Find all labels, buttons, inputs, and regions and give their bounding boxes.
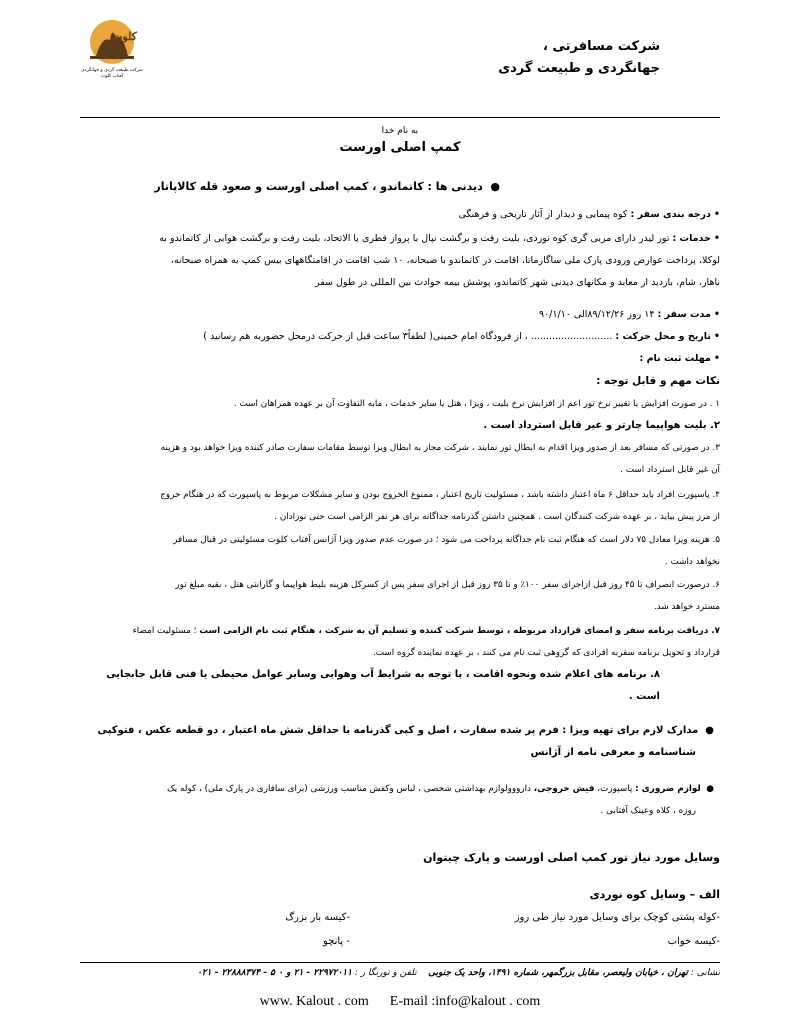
essentials-line2: روزه ، کلاه وعینک آفتابی . (600, 806, 696, 816)
essentials-bold: فیش خروجی، (533, 784, 595, 794)
equipment-item: - پانچو (322, 936, 350, 947)
note-3-line2: آن غیر قابل استرداد است . (620, 465, 720, 475)
services-line3: ناهار، شام، بازدید از معابد و مکانهای دیدنی شهر کاتماندو، پوشش بیمه حوادث بین المللی در طول سفر (314, 277, 720, 288)
note-7-line1 (80, 620, 720, 642)
registration-label: مهلت ثبت نام : (639, 353, 711, 364)
note-6-line1: ۶. درصورت انصراف تا ۴۵ روز قبل ازاجرای سفر ۱۰۰٪ و تا ۳۵ روز قبل از اجرای سفر پس از کسرکل هزینه بلیط هواپیما و گارانتی هتل ، بقیه مبلغ تور (175, 580, 720, 590)
essentials-line1: ● لوازم ضروری : پاسپورت، فیش خروجی، دارووولوازم بهداشتی شخصی ، لباس وکفش مناسب ورزشی (برای سافاری در پارک ملی) ، کوله یک (166, 784, 714, 794)
notes-title: نکات مهم و قابل توجه : (596, 375, 720, 387)
company-logo (82, 16, 142, 88)
note-6-line2: مسترد خواهد شد. (653, 602, 720, 612)
difficulty-label: درجه بندی سفر : (630, 209, 711, 220)
note-8: ۸. برنامه های اعلام شده ونحوه اقامت ، با توجه به شرایط آب وهوایی وسایر عوامل محیطی یا فنی قابل جابجایی است . (106, 669, 660, 702)
services-line1: • خدمات : تور لیدر دارای مربی گری کوه نوردی، بلیت رفت و برگشت نپال با پرواز قطری یا الاتحاد، بلیت رفت و برگشت هوایی از کاتماندو به (159, 233, 720, 244)
company-name (498, 36, 660, 80)
equipment-subtitle: الف – وسایل کوه نوردی (589, 888, 720, 901)
departure-value: ........................... ، از فرودگاه امام خمینی( لطفاً۳ ساعت قبل از حرکت درمحل حضوربه هم رسانید ) (203, 331, 613, 342)
note-2: ۲. بلیت هواپیما چارتر و غیر قابل استرداد است . (483, 420, 720, 431)
difficulty-line: • درجه بندی سفر : کوه پیمایی و دیدار از آثار تاریخی و فرهنگی (458, 209, 720, 220)
note-7-line2: قرارداد و تحویل برنامه سفربه افرادی که گروهی ثبت نام می کنند ، بر عهده نماینده گروه است. (372, 648, 720, 658)
header-divider (80, 117, 720, 118)
services-text1: تور لیدر دارای مربی گری کوه نوردی، بلیت رفت و برگشت نپال با پرواز قطری یا الاتحاد، بلیت رفت و برگشت هوایی از کاتماندو به (159, 233, 670, 244)
basmala: به نام خدا (381, 126, 419, 136)
footer-address (80, 968, 720, 978)
equipment-row-1 (80, 912, 720, 932)
note-7 (80, 620, 720, 664)
essentials-label: لوازم ضروری : (635, 784, 701, 794)
docs-line1: ● مدارک لازم برای تهیه ویزا : فرم پر شده سفارت ، اصل و کپی گذرنامه با حداقل شش ماه اعتبار ، دو قطعه عکس ، فتوکپی (97, 725, 714, 736)
note-3-line1: ۳. در صورتی که مسافر بعد از صدور ویزا اقدام به ابطال تور نمایند ، شرکت مجاز به ابطال ویزا توسط مقامات سفارت صادر کننده ویزا خواهد بود و هزینه (160, 443, 720, 453)
note-4-line1: ۴. پاسپورت افراد باید حداقل ۶ ماه اعتبار داشته باشد ، مسئولیت تاریخ اعتبار ، ممنوع الخروج بودن و سایر مشکلات مربوط به پاسپورت که در هنگام خروج (160, 490, 720, 500)
bullet-icon: ● (482, 180, 500, 193)
note-7-bold: ۷. دریافت برنامه سفر و امضای قرارداد مربوطه ، توسط شرکت کننده و تسلیم آن به شرکت ، هنگام ثبت نام الزامی است (199, 626, 720, 636)
footer-divider (80, 962, 720, 963)
departure-label: تاریخ و محل حرکت : (615, 331, 711, 342)
note-5-line1: ۵. هزینه ویزا معادل ۷۵ دلار است که هنگام ثبت نام جداگانه پرداخت می شود ؛ در صورت عدم صدور ویزا آژانس آفتاب کلوت مسئولیتی در قبال مسافر (173, 535, 720, 545)
note-5-line2: نخواهد داشت . (664, 557, 720, 567)
equipment-item: -کیسه خواب (667, 936, 720, 947)
footer-web (0, 994, 800, 1010)
email-link[interactable]: E-mail :info@kalout . com (389, 994, 541, 1009)
note-4 (80, 484, 720, 528)
address-label: نشانی : (690, 968, 720, 978)
note-5 (80, 529, 720, 573)
duration-label: مدت سفر : (657, 309, 711, 320)
phone-value: ۲۲۹۷۲۰۱۱ - ۲۱ و ۰ ۵ - ۲۲۸۸۸۳۷۴ - ۰۲۱ (196, 968, 352, 978)
services-block (80, 228, 720, 294)
note-6 (80, 574, 720, 618)
phone-label: تلفن و نورنگا ر : (354, 968, 417, 978)
company-line1: شرکت مسافرتی ، (543, 39, 660, 54)
address-value: تهران ، خیابان ولیعصر، مقابل بزرگمهر، شماره ۱۴۹۱، واحد یک جنوبی (428, 968, 688, 978)
essentials-text2: دارووولوازم بهداشتی شخصی ، لباس وکفش مناسب ورزشی (برای سافاری در پارک ملی) ، کوله یک (166, 784, 531, 794)
equipment-row-2 (80, 936, 720, 956)
essentials-text1: پاسپورت، (597, 784, 633, 794)
note-1: ۱ . در صورت افزایش یا تغییر نرخ تور اعم از افزایش نرخ بلیت ، ویزا ، هتل یا سایر خدمات ، مابه التفاوت آن بر عهده همراهان است . (233, 399, 720, 409)
note-4-line2: از مرز پیش بیاید ، بر عهده شرکت کنندگان است . همچنین داشتن گذرنامه جداگانه برای هر نفر الزامی است حتی نوزادان . (274, 512, 720, 522)
services-line2: لوکلا، پرداخت عوارض ورودی پارک ملی ساگارماتا، اقامت در کاتماندو با صبحانه، ۱۰ شب اقامت در اقامتگاههای بیس کمپ به همراه صبحانه، (170, 255, 720, 266)
equipment-item: -کیسه بار بزرگ (285, 912, 350, 923)
docs-text1: مدارک لازم برای تهیه ویزا : فرم پر شده سفارت ، اصل و کپی گذرنامه با حداقل شش ماه اعتبار ، دو قطعه عکس ، فتوکپی (97, 725, 699, 736)
company-line2: جهانگردی و طبیعت گردی (498, 61, 660, 76)
note-7-rest: ؛ مسئولیت امضاء (132, 626, 197, 636)
essentials-block (80, 778, 720, 822)
services-label: خدمات : (672, 233, 711, 244)
duration-line: • مدت سفر : ۱۴ روز ۸۹/۱۲/۲۶الی ۹۰/۱/۱۰ (538, 309, 720, 320)
highlights-line (154, 180, 500, 193)
docs-block (80, 720, 720, 764)
logo-text: کلوت (112, 30, 137, 43)
highlights-text: دیدنی ها : کاتماندو ، کمپ اصلی اورست و صعود قله کالاپاتار (154, 180, 483, 193)
website-link[interactable]: www. Kalout . com (259, 994, 369, 1009)
equipment-item: -کوله پشتی کوچک برای وسایل مورد نیاز طی روز (514, 912, 720, 923)
page-title: کمپ اصلی اورست (339, 140, 461, 155)
difficulty-value: کوه پیمایی و دیدار از آثار تاریخی و فرهنگی (458, 209, 628, 220)
docs-line2: شناسنامه و معرفی نامه از آژانس (530, 747, 696, 758)
duration-value: ۱۴ روز ۸۹/۱۲/۲۶الی ۹۰/۱/۱۰ (538, 309, 655, 320)
equipment-title: وسایل مورد نیاز تور کمپ اصلی اورست و پارک چیتوان (423, 851, 720, 864)
departure-line: • تاریخ و محل حرکت : ........................... ، از فرودگاه امام خمینی( لطفاً۳ ساعت قبل از حرکت درمحل حضوربه هم رسانید ) (203, 331, 720, 342)
logo-subtext: شرکت طبیعت گردی و جهانگردی آفتاب کلوت (81, 68, 143, 79)
registration-line: • مهلت ثبت نام : (639, 353, 720, 364)
note-3 (80, 437, 720, 481)
